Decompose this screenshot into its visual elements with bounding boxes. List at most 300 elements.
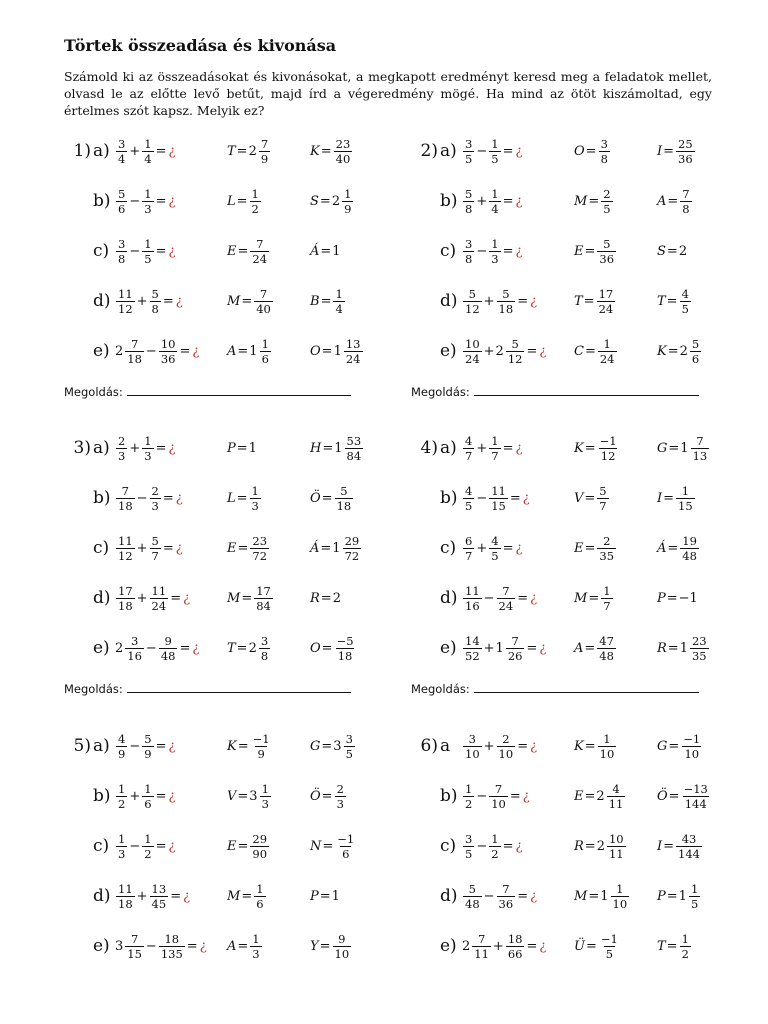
- expression: [115, 286, 183, 316]
- fraction: [497, 883, 516, 910]
- fraction: [333, 288, 344, 315]
- exercise-row: [410, 583, 750, 633]
- numerator: 7: [130, 931, 139, 946]
- answer-option: [227, 583, 274, 613]
- answer-option: [310, 186, 354, 216]
- equals-sign: =: [237, 788, 249, 804]
- answer-letter: I: [657, 143, 663, 159]
- denominator: 10: [334, 946, 350, 961]
- exercise-row: [63, 286, 403, 336]
- numerator: 2: [502, 731, 510, 746]
- exercise-row: [63, 931, 403, 981]
- denominator: 66: [507, 946, 523, 961]
- expression: [115, 236, 175, 266]
- expression: [115, 731, 175, 761]
- sub-letter: c): [93, 538, 110, 558]
- expression: [462, 533, 522, 563]
- denominator: 5: [681, 301, 689, 316]
- denominator: 7: [491, 448, 499, 463]
- equals-sign: =: [236, 490, 248, 506]
- fraction: [116, 188, 127, 215]
- answer-letter: P: [227, 440, 236, 456]
- numerator: 11: [118, 533, 133, 548]
- answer-option: [310, 286, 346, 316]
- answer-letter: G: [657, 738, 668, 754]
- answer-letter: Y: [310, 938, 319, 954]
- numerator: −1: [252, 731, 270, 746]
- answer-letter: O: [310, 343, 321, 359]
- answer-letter: P: [657, 888, 666, 904]
- sub-letter: d): [440, 588, 458, 608]
- numerator: 13: [151, 881, 167, 896]
- denominator: 10: [599, 746, 615, 761]
- equals-sign: =: [320, 293, 332, 309]
- answer-line[interactable]: [127, 680, 351, 693]
- equals-sign: =: [663, 838, 675, 854]
- equals-sign: =: [585, 938, 597, 954]
- sub-letter: c): [440, 836, 457, 856]
- answer-option: [574, 881, 630, 911]
- numerator: 23: [335, 136, 351, 151]
- operator: =: [162, 540, 174, 556]
- operator: −: [476, 243, 488, 259]
- numerator: 5: [691, 336, 700, 351]
- numerator: −13: [683, 781, 708, 796]
- equals-sign: =: [321, 640, 333, 656]
- equals-sign: =: [584, 838, 596, 854]
- numerator: 9: [164, 633, 172, 648]
- numerator: 2: [118, 433, 126, 448]
- whole-part: 3: [249, 788, 258, 804]
- sub-letter: a: [440, 736, 451, 756]
- answer-placeholder: ¿: [515, 243, 523, 259]
- numerator: 1: [491, 136, 499, 151]
- whole-part: 3: [333, 738, 342, 754]
- fraction: [142, 238, 153, 265]
- denominator: 12: [600, 448, 616, 463]
- answer-placeholder: ¿: [168, 838, 176, 854]
- sub-letter: d): [93, 291, 111, 311]
- fraction: [680, 535, 699, 562]
- answer-letter: H: [310, 440, 322, 456]
- fraction: [489, 535, 500, 562]
- answer-option: [574, 781, 626, 811]
- denominator: 7: [465, 548, 473, 563]
- whole-part: 1: [495, 640, 504, 656]
- fraction: [250, 933, 261, 960]
- fraction: [691, 435, 710, 462]
- fraction: [342, 188, 353, 215]
- equals-sign: =: [584, 343, 596, 359]
- equals-sign: =: [584, 243, 596, 259]
- whole-part: 1: [679, 640, 688, 656]
- operator: +: [129, 440, 141, 456]
- numerator: 9: [338, 931, 346, 946]
- numerator: 3: [130, 633, 139, 648]
- fraction: [463, 288, 482, 315]
- operator: +: [136, 590, 148, 606]
- answer-placeholder: ¿: [168, 143, 176, 159]
- answer-option: [310, 533, 362, 563]
- sub-letter: b): [93, 488, 111, 508]
- whole-part: 2: [462, 938, 471, 954]
- answer-letter: Á: [310, 243, 320, 259]
- denominator: 11: [608, 846, 624, 861]
- exercise-row: [63, 136, 403, 186]
- denominator: 18: [118, 896, 133, 911]
- numerator: 7: [259, 286, 268, 301]
- denominator: 15: [127, 946, 142, 961]
- denominator: 2: [681, 946, 689, 961]
- answer-letter: R: [310, 590, 320, 606]
- fraction: [607, 833, 626, 860]
- answer-option: [227, 336, 272, 366]
- answer-option: [227, 136, 271, 166]
- expression: [115, 633, 199, 663]
- numerator: 1: [118, 831, 126, 846]
- denominator: 48: [682, 548, 697, 563]
- denominator: 3: [144, 448, 152, 463]
- fraction: [597, 288, 616, 315]
- fraction: [497, 733, 516, 760]
- answer-placeholder: ¿: [175, 293, 183, 309]
- answer-option: [574, 533, 617, 563]
- answer-line[interactable]: [474, 383, 699, 396]
- fraction: [463, 833, 474, 860]
- fraction: [598, 338, 617, 365]
- operator: +: [483, 293, 495, 309]
- equals-sign: =: [237, 540, 249, 556]
- operator: −: [145, 640, 157, 656]
- answer-placeholder: ¿: [199, 938, 207, 954]
- answer-letter: E: [574, 540, 584, 556]
- answer-letter: O: [574, 143, 585, 159]
- solution-field[interactable]: [411, 383, 699, 399]
- denominator: 11: [608, 796, 624, 811]
- numerator: 3: [465, 831, 473, 846]
- numerator: 23: [691, 633, 707, 648]
- exercise-row: [63, 236, 403, 286]
- answer-letter: E: [227, 243, 237, 259]
- answer-letter: G: [657, 440, 668, 456]
- numerator: 4: [465, 483, 473, 498]
- operator: +: [492, 938, 504, 954]
- equals-sign: =: [667, 343, 679, 359]
- fraction: [116, 485, 135, 512]
- numerator: 1: [144, 781, 152, 796]
- numerator: 1: [144, 136, 152, 151]
- denominator: 12: [465, 301, 480, 316]
- equals-sign: =: [667, 540, 679, 556]
- solution-field[interactable]: [411, 680, 699, 696]
- answer-option: [657, 781, 711, 811]
- equals-sign: =: [321, 788, 333, 804]
- solution-field[interactable]: [64, 680, 351, 696]
- answer-option: [227, 931, 263, 961]
- fraction: [333, 933, 352, 960]
- answer-letter: P: [657, 590, 666, 606]
- expression: [462, 781, 530, 811]
- sub-letter: c): [93, 241, 110, 261]
- answer-letter: A: [227, 938, 237, 954]
- answer-placeholder: ¿: [168, 788, 176, 804]
- denominator: 6: [342, 846, 350, 861]
- operator: =: [517, 590, 529, 606]
- equals-sign: =: [584, 540, 596, 556]
- answer-letter: T: [657, 938, 666, 954]
- numerator: 1: [118, 781, 126, 796]
- numerator: 5: [502, 286, 510, 301]
- answer-line[interactable]: [127, 383, 351, 396]
- denominator: 5: [144, 251, 152, 266]
- denominator: 72: [252, 548, 268, 563]
- equals-sign: =: [322, 838, 334, 854]
- denominator: 36: [678, 151, 693, 166]
- answer-option: [657, 831, 703, 861]
- numerator: 25: [678, 136, 693, 151]
- numerator: 2: [603, 533, 611, 548]
- operator: =: [186, 938, 198, 954]
- denominator: 13: [692, 448, 708, 463]
- problem-number: 4): [420, 438, 438, 458]
- whole-part: 1: [332, 243, 341, 259]
- whole-part: 1: [249, 343, 258, 359]
- solution-field[interactable]: [64, 383, 351, 399]
- numerator: 7: [682, 186, 690, 201]
- answer-option: [657, 136, 696, 166]
- numerator: 1: [681, 931, 689, 946]
- whole-part: 1: [332, 540, 341, 556]
- fraction: [463, 733, 482, 760]
- denominator: 7: [603, 598, 611, 613]
- denominator: 8: [465, 251, 473, 266]
- fraction: [601, 188, 612, 215]
- answer-letter: E: [227, 540, 237, 556]
- answer-placeholder: ¿: [183, 888, 191, 904]
- sub-letter: e): [93, 341, 110, 361]
- sub-letter: d): [93, 886, 111, 906]
- equals-sign: =: [236, 143, 248, 159]
- equals-sign: =: [236, 440, 248, 456]
- answer-letter: Ö: [310, 788, 321, 804]
- numerator: 5: [465, 186, 473, 201]
- denominator: 36: [160, 351, 176, 366]
- problem-4: [410, 433, 750, 713]
- operator: =: [509, 490, 521, 506]
- fraction: [489, 485, 508, 512]
- answer-letter: M: [227, 293, 241, 309]
- numerator: 18: [164, 931, 180, 946]
- denominator: 24: [151, 598, 167, 613]
- denominator: 24: [465, 351, 480, 366]
- numerator: 7: [130, 336, 139, 351]
- answer-option: [310, 483, 354, 513]
- answer-option: [310, 831, 357, 861]
- answer-letter: Ö: [657, 788, 668, 804]
- fraction: [611, 883, 630, 910]
- answer-letter: R: [657, 640, 667, 656]
- denominator: 4: [118, 151, 126, 166]
- denominator: 144: [684, 796, 707, 811]
- equals-sign: =: [236, 193, 248, 209]
- denominator: 9: [344, 201, 352, 216]
- numerator: −1: [599, 433, 617, 448]
- answer-option: [227, 483, 262, 513]
- equals-sign: =: [321, 738, 333, 754]
- fraction: [250, 485, 261, 512]
- answer-option: [310, 583, 342, 613]
- numerator: 10: [160, 336, 176, 351]
- problem-number: 2): [420, 141, 438, 161]
- answer-option: [227, 186, 262, 216]
- equals-sign: =: [668, 788, 680, 804]
- answer-option: [574, 633, 617, 663]
- denominator: 5: [603, 201, 611, 216]
- operator: −: [476, 490, 488, 506]
- denominator: 48: [160, 648, 176, 663]
- expression: [462, 931, 546, 961]
- operator: =: [517, 738, 529, 754]
- fraction: [463, 635, 482, 662]
- equals-sign: =: [667, 193, 679, 209]
- whole-part: 3: [115, 938, 124, 954]
- fraction: [506, 933, 525, 960]
- sub-letter: e): [93, 936, 110, 956]
- fraction: [116, 138, 127, 165]
- fraction: [159, 635, 178, 662]
- answer-line[interactable]: [474, 680, 699, 693]
- denominator: 4: [144, 151, 152, 166]
- fraction: [344, 733, 355, 760]
- denominator: 7: [599, 498, 607, 513]
- expression: [115, 781, 175, 811]
- denominator: 6: [261, 351, 269, 366]
- answer-placeholder: ¿: [530, 590, 538, 606]
- sub-letter: c): [93, 836, 110, 856]
- numerator: 3: [345, 731, 353, 746]
- numerator: 5: [599, 483, 607, 498]
- answer-letter: M: [227, 888, 241, 904]
- numerator: 5: [340, 483, 348, 498]
- numerator: 43: [681, 831, 697, 846]
- fraction: [676, 485, 695, 512]
- operator: +: [483, 343, 495, 359]
- denominator: 8: [465, 201, 473, 216]
- expression: [462, 831, 522, 861]
- denominator: 12: [118, 548, 133, 563]
- sub-letter: d): [93, 588, 111, 608]
- answer-letter: K: [574, 738, 584, 754]
- fraction: [159, 338, 178, 365]
- denominator: 24: [598, 301, 614, 316]
- denominator: 3: [252, 946, 260, 961]
- operator: −: [476, 838, 488, 854]
- fraction: [489, 833, 500, 860]
- numerator: 7: [121, 483, 129, 498]
- fraction: [250, 535, 269, 562]
- fraction: [682, 783, 710, 810]
- equals-sign: =: [241, 293, 253, 309]
- operator: +: [129, 143, 141, 159]
- operator: +: [136, 888, 148, 904]
- numerator: 53: [346, 433, 362, 448]
- fraction: [251, 733, 272, 760]
- fraction: [463, 138, 474, 165]
- numerator: 1: [261, 781, 269, 796]
- numerator: 11: [118, 286, 133, 301]
- denominator: 2: [251, 201, 259, 216]
- answer-option: [310, 236, 342, 266]
- fraction: [116, 288, 135, 315]
- answer-option: [227, 831, 270, 861]
- denominator: 10: [612, 896, 628, 911]
- fraction: [597, 635, 616, 662]
- denominator: 16: [127, 648, 142, 663]
- numerator: 1: [251, 186, 259, 201]
- operator: =: [155, 788, 167, 804]
- answer-option: [657, 583, 699, 613]
- denominator: 45: [151, 896, 167, 911]
- denominator: 3: [118, 448, 126, 463]
- answer-placeholder: ¿: [515, 540, 523, 556]
- numerator: 1: [491, 236, 499, 251]
- exercise-row: [63, 433, 403, 483]
- numerator: 4: [118, 731, 126, 746]
- answer-letter: I: [657, 490, 663, 506]
- numerator: 1: [144, 433, 152, 448]
- answer-letter: Á: [310, 540, 320, 556]
- sub-letter: e): [440, 936, 457, 956]
- answer-letter: A: [227, 343, 237, 359]
- numerator: 14: [465, 633, 480, 648]
- answer-placeholder: ¿: [539, 938, 547, 954]
- denominator: 5: [690, 896, 699, 911]
- exercise-row: [63, 881, 403, 931]
- denominator: 10: [684, 746, 700, 761]
- numerator: 11: [118, 881, 133, 896]
- denominator: 5: [491, 151, 499, 166]
- problem-number: 1): [73, 141, 91, 161]
- answer-option: [657, 186, 693, 216]
- fraction: [116, 238, 127, 265]
- exercise-row: [410, 931, 750, 981]
- numerator: 29: [344, 533, 360, 548]
- denominator: 2: [118, 796, 126, 811]
- instructions: Számold ki az összeadásokat és kivonásokat, a megkapott eredményt keresd meg a feladatok mellet, olvasd le az előtte levő betűt, majd írd a végeredmény mögé. Ha mind az ötöt kiszámoltad, egy értelmes szót kapsz. Melyik ez?: [64, 69, 712, 118]
- whole-part: 1: [680, 440, 689, 456]
- denominator: 10: [465, 746, 480, 761]
- denominator: 10: [498, 746, 514, 761]
- operator: =: [155, 243, 167, 259]
- fraction: [125, 933, 144, 960]
- operator: +: [483, 640, 495, 656]
- operator: =: [155, 838, 167, 854]
- answer-option: [574, 483, 610, 513]
- sub-letter: b): [93, 191, 111, 211]
- answer-option: [574, 831, 627, 861]
- answer-placeholder: ¿: [530, 738, 538, 754]
- exercise-row: [63, 731, 403, 781]
- fraction: [116, 833, 127, 860]
- answer-option: [657, 633, 710, 663]
- equals-sign: =: [584, 788, 596, 804]
- expression: [115, 533, 183, 563]
- sub-letter: a): [93, 736, 110, 756]
- operator: =: [162, 490, 174, 506]
- expression: [115, 136, 175, 166]
- equals-sign: =: [668, 440, 680, 456]
- fraction: [116, 435, 127, 462]
